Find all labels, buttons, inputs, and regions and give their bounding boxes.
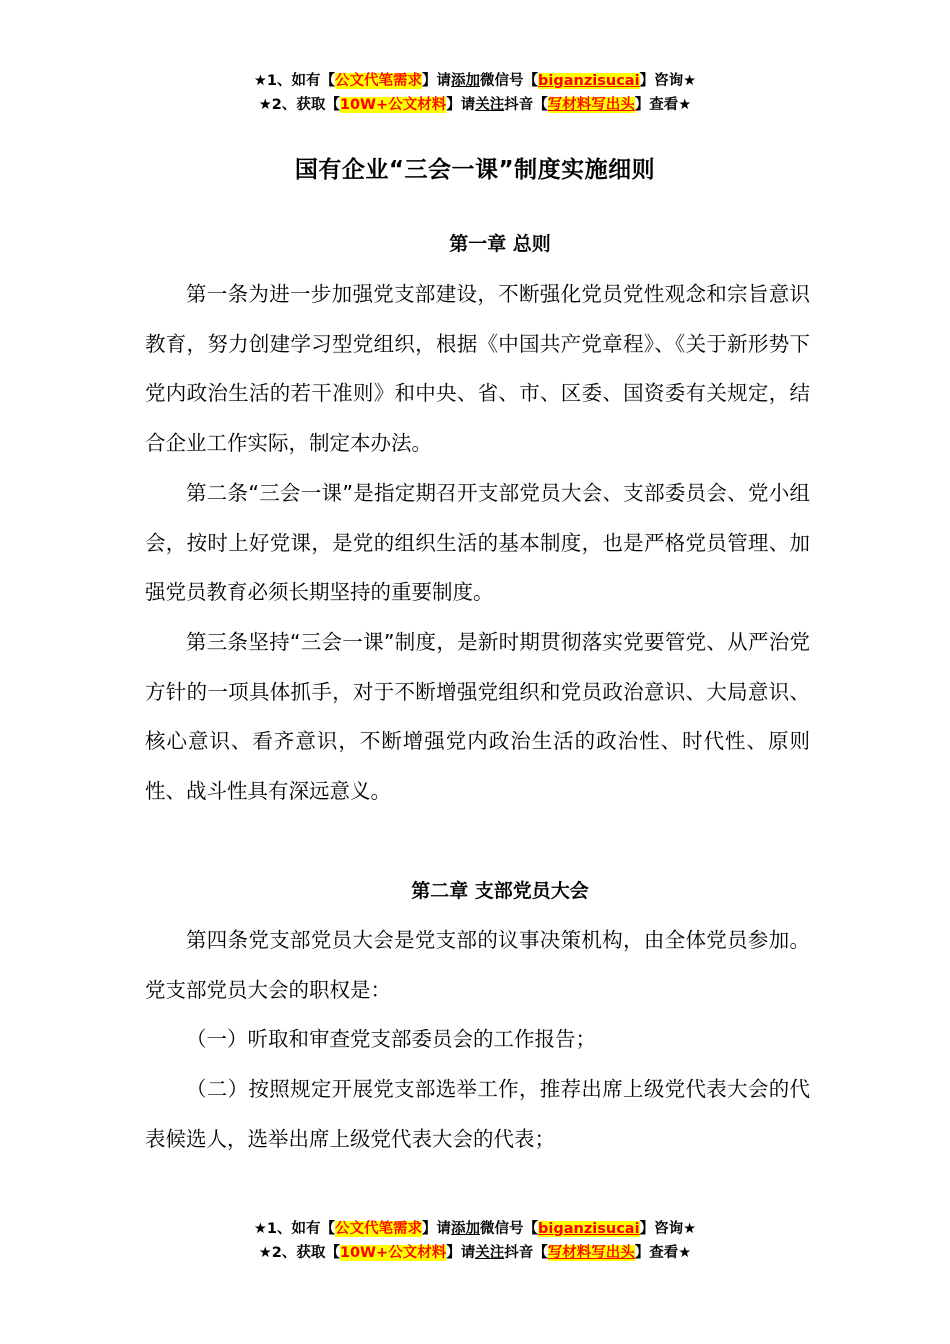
- clause-1: （一）听取和审查党支部委员会的工作报告；: [186, 1027, 596, 1052]
- promo-text: ★2、获取【: [258, 97, 340, 113]
- promo-text: ★1、如有【: [253, 1221, 336, 1237]
- promo-text: ★1、如有【: [253, 73, 336, 89]
- article-2: 第二条“三会一课”是指定期召开支部党员大会、支部委员会、党小组会，按时上好党课，是党的组织生活的基本制度，也是严格党员管理、加强党员教育必须长期坚持的重要制度。: [145, 480, 810, 605]
- promo-text: 】请: [446, 1245, 476, 1261]
- highlight-wechat-id: biganzisucai: [538, 1221, 640, 1237]
- highlight-service: 公文代笔需求: [335, 73, 423, 89]
- promo-banner-bottom: [0, 1217, 950, 1265]
- article-3: 第三条坚持“三会一课”制度，是新时期贯彻落实党要管党、从严治党方针的一项具体抓手，对于不断增强党组织和党员政治意识、大局意识、核心意识、看齐意识，不断增强党内政治生活的政治性、时代性、原则性、战斗性具有深远意义。: [145, 629, 810, 804]
- article-4: 第四条党支部党员大会是党支部的议事决策机构，由全体党员参加。党支部党员大会的职权是：: [145, 928, 810, 1002]
- promo-text: 微信号【: [480, 1221, 539, 1237]
- promo-line-1: [0, 69, 950, 93]
- promo-text: 微信号【: [480, 73, 539, 89]
- promo-text: 】咨询★: [639, 73, 697, 89]
- promo-text: 】咨询★: [639, 1221, 697, 1237]
- promo-text: 抖音【: [504, 1245, 548, 1261]
- highlight-wechat-id: biganzisucai: [538, 73, 640, 89]
- document-title: 国有企业“三会一课”制度实施细则: [294, 157, 656, 183]
- underlined-text: 关注: [475, 1245, 505, 1261]
- promo-text: 抖音【: [504, 97, 548, 113]
- promo-line-2: [0, 93, 950, 117]
- highlight-douyin-account: 写材料写出头: [547, 97, 635, 113]
- chapter-1-body: [145, 270, 810, 817]
- promo-banner-top: [0, 69, 950, 117]
- chapter-2-body: [145, 916, 810, 1165]
- promo-text: 】查看★: [634, 1245, 692, 1261]
- promo-line-2: [0, 1241, 950, 1265]
- promo-text: 】查看★: [634, 97, 692, 113]
- underlined-text: 添加: [451, 1221, 481, 1237]
- chapter-2-heading: 第二章 支部党员大会: [411, 880, 589, 902]
- promo-line-1: [0, 1217, 950, 1241]
- article-1: 第一条为进一步加强党支部建设，不断强化党员党性观念和宗旨意识教育，努力创建学习型党组织，根据《中国共产党章程》、《关于新形势下党内政治生活的若干准则》和中央、省、市、区委、国资委有关规定，结合企业工作实际，制定本办法。: [145, 282, 810, 456]
- highlight-service: 公文代笔需求: [335, 1221, 423, 1237]
- chapter-1-heading: 第一章 总则: [449, 233, 551, 255]
- highlight-materials: 10W+公文材料: [339, 97, 447, 113]
- promo-text: 】请: [446, 97, 476, 113]
- underlined-text: 关注: [475, 97, 505, 113]
- highlight-materials: 10W+公文材料: [339, 1245, 447, 1261]
- underlined-text: 添加: [451, 73, 481, 89]
- promo-text: 】请: [422, 73, 452, 89]
- promo-text: 】请: [422, 1221, 452, 1237]
- clause-2: （二）按照规定开展党支部选举工作，推荐出席上级党代表大会的代表候选人，选举出席上级党代表大会的代表；: [145, 1077, 810, 1151]
- promo-text: ★2、获取【: [258, 1245, 340, 1261]
- highlight-douyin-account: 写材料写出头: [547, 1245, 635, 1261]
